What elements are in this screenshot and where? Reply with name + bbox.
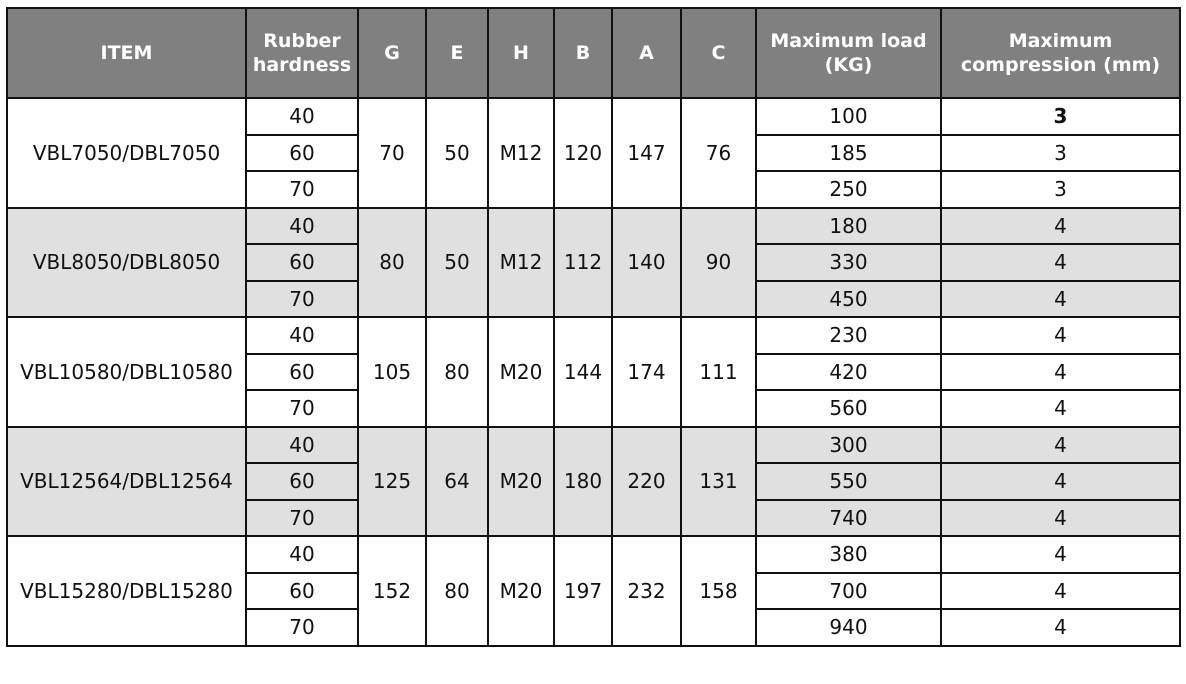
a-cell: 174 (612, 317, 681, 427)
item-cell: VBL15280/DBL15280 (7, 536, 246, 646)
b-cell: 120 (554, 98, 612, 208)
h-cell: M20 (488, 317, 554, 427)
load-cell: 940 (756, 609, 941, 646)
hardness-cell: 70 (246, 500, 358, 537)
load-cell: 230 (756, 317, 941, 354)
table-row (7, 317, 1180, 354)
compression-cell: 4 (941, 573, 1180, 610)
hardness-cell: 70 (246, 281, 358, 318)
g-cell: 152 (358, 536, 426, 646)
load-cell: 700 (756, 573, 941, 610)
header-e: E (426, 8, 488, 98)
c-cell: 158 (681, 536, 756, 646)
load-cell: 250 (756, 171, 941, 208)
hardness-cell: 60 (246, 244, 358, 281)
e-cell: 50 (426, 98, 488, 208)
compression-cell: 3 (941, 98, 1180, 135)
h-cell: M12 (488, 98, 554, 208)
load-cell: 330 (756, 244, 941, 281)
compression-cell: 4 (941, 244, 1180, 281)
load-cell: 450 (756, 281, 941, 318)
g-cell: 125 (358, 427, 426, 537)
item-cell: VBL12564/DBL12564 (7, 427, 246, 537)
h-cell: M20 (488, 536, 554, 646)
a-cell: 232 (612, 536, 681, 646)
compression-cell: 4 (941, 463, 1180, 500)
e-cell: 64 (426, 427, 488, 537)
hardness-cell: 40 (246, 208, 358, 245)
item-cell: VBL10580/DBL10580 (7, 317, 246, 427)
b-cell: 197 (554, 536, 612, 646)
header-b: B (554, 8, 612, 98)
hardness-cell: 40 (246, 317, 358, 354)
header-a: A (612, 8, 681, 98)
hardness-cell: 70 (246, 171, 358, 208)
g-cell: 105 (358, 317, 426, 427)
spec-table (6, 7, 1181, 647)
compression-cell: 4 (941, 500, 1180, 537)
compression-cell: 3 (941, 171, 1180, 208)
load-cell: 740 (756, 500, 941, 537)
e-cell: 50 (426, 208, 488, 318)
hardness-cell: 40 (246, 98, 358, 135)
header-g: G (358, 8, 426, 98)
hardness-cell: 60 (246, 354, 358, 391)
load-cell: 185 (756, 135, 941, 172)
a-cell: 147 (612, 98, 681, 208)
hardness-cell: 60 (246, 135, 358, 172)
item-cell: VBL8050/DBL8050 (7, 208, 246, 318)
c-cell: 131 (681, 427, 756, 537)
c-cell: 90 (681, 208, 756, 318)
hardness-cell: 70 (246, 609, 358, 646)
b-cell: 144 (554, 317, 612, 427)
header-h: H (488, 8, 554, 98)
hardness-cell: 70 (246, 390, 358, 427)
table-row (7, 208, 1180, 245)
b-cell: 112 (554, 208, 612, 318)
b-cell: 180 (554, 427, 612, 537)
compression-cell: 4 (941, 317, 1180, 354)
header-item: ITEM (7, 8, 246, 98)
table-row (7, 536, 1180, 573)
a-cell: 220 (612, 427, 681, 537)
compression-cell: 4 (941, 354, 1180, 391)
load-cell: 100 (756, 98, 941, 135)
e-cell: 80 (426, 536, 488, 646)
g-cell: 70 (358, 98, 426, 208)
h-cell: M20 (488, 427, 554, 537)
g-cell: 80 (358, 208, 426, 318)
c-cell: 76 (681, 98, 756, 208)
c-cell: 111 (681, 317, 756, 427)
load-cell: 380 (756, 536, 941, 573)
load-cell: 560 (756, 390, 941, 427)
e-cell: 80 (426, 317, 488, 427)
load-cell: 550 (756, 463, 941, 500)
compression-cell: 4 (941, 281, 1180, 318)
compression-cell: 4 (941, 427, 1180, 464)
compression-cell: 4 (941, 390, 1180, 427)
header-maximum-compression: Maximum compression (mm) (941, 8, 1180, 98)
item-cell: VBL7050/DBL7050 (7, 98, 246, 208)
load-cell: 300 (756, 427, 941, 464)
a-cell: 140 (612, 208, 681, 318)
hardness-cell: 40 (246, 427, 358, 464)
compression-cell: 3 (941, 135, 1180, 172)
compression-cell: 4 (941, 609, 1180, 646)
header-c: C (681, 8, 756, 98)
table-row (7, 427, 1180, 464)
load-cell: 420 (756, 354, 941, 391)
load-cell: 180 (756, 208, 941, 245)
compression-cell: 4 (941, 208, 1180, 245)
hardness-cell: 60 (246, 573, 358, 610)
h-cell: M12 (488, 208, 554, 318)
header-row (7, 8, 1180, 98)
spec-table-container (6, 7, 1179, 647)
header-rubber-hardness: Rubber hardness (246, 8, 358, 98)
header-maximum-load: Maximum load (KG) (756, 8, 941, 98)
hardness-cell: 40 (246, 536, 358, 573)
hardness-cell: 60 (246, 463, 358, 500)
compression-cell: 4 (941, 536, 1180, 573)
table-row (7, 98, 1180, 135)
